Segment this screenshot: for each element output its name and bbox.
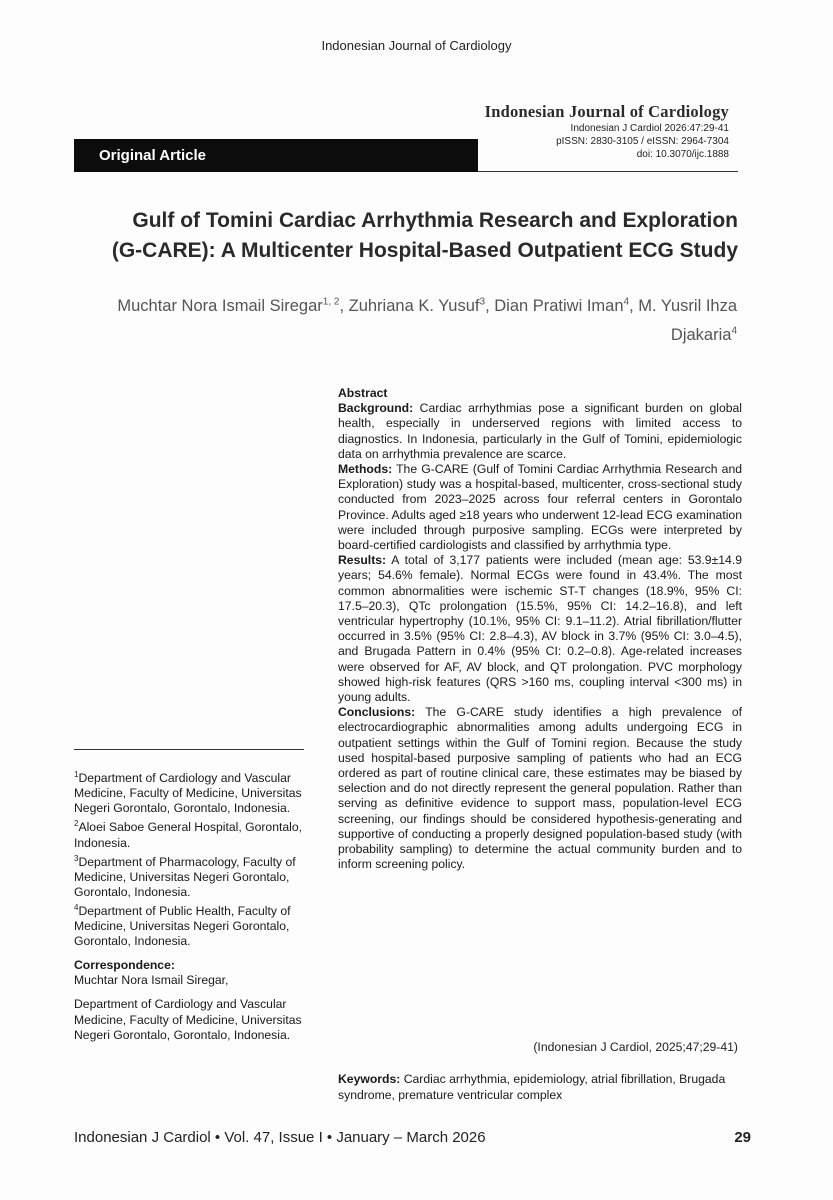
abstract-conclusions: Conclusions: The G-CARE study identifies a high prevalence of electrocardiographic abnormalities among adults undergoing ECG in outpatient settings within the Gulf of Tomini region. Because the study used hospital-based purposive sampling of patients who had an ECG ordered as part of routine clinical care, these estimates may be biased by selection and do not directly represent the general population. Rather than serving as definitive evidence to support mass, population-level ECG screening, our findings should be considered hypothesis-generating and supportive of conducting a properly designed population-based study (with probability sampling) to determine the actual community burden and to inform screening policy. bbox=[338, 705, 742, 872]
author-list bbox=[57, 289, 737, 348]
journal-info-block bbox=[485, 102, 729, 161]
article-citation: (Indonesian J Cardiol, 2025;47;29-41) bbox=[533, 1040, 738, 1054]
keywords-label: Keywords: bbox=[338, 1072, 401, 1086]
author: M. Yusril Ihza Djakaria$^4$ bbox=[638, 296, 737, 344]
abstract-background: Background: Cardiac arrhythmias pose a significant burden on global health, especially in underserved regions with limited access to diagnostics. In Indonesia, particularly in the Gulf of Tomini, epidemiologic data on arrhythmia prevalence are scarce. bbox=[338, 401, 742, 461]
author: Muchtar Nora Ismail Siregar$^{1, 2}$, bbox=[117, 296, 349, 315]
article-title-line-1: Gulf of Tomini Cardiac Arrhythmia Research and Exploration bbox=[132, 209, 738, 232]
article-title bbox=[98, 206, 738, 266]
keywords bbox=[338, 1071, 742, 1103]
journal-citation-line: Indonesian J Cardiol 2026:47:29-41 bbox=[570, 123, 729, 134]
affiliation: $^4$Department of Public Health, Faculty of Medicine, Universitas Negeri Gorontalo, Gorontalo, Indonesia. bbox=[74, 902, 291, 949]
affiliations-block bbox=[74, 767, 314, 1043]
keywords-text: Cardiac arrhythmia, epidemiology, atrial fibrillation, Brugada syndrome, premature ventricular complex bbox=[338, 1072, 726, 1102]
author: Zuhriana K. Yusuf$^3$, bbox=[348, 296, 495, 315]
affiliation: $^2$Aloei Saboe General Hospital, Gorontalo, Indonesia. bbox=[74, 819, 303, 850]
affiliation: $^3$Department of Pharmacology, Faculty of Medicine, Universitas Negeri Gorontalo, Gorontalo, Indonesia. bbox=[74, 853, 296, 899]
article-type-label: Original Article bbox=[99, 147, 206, 164]
correspondence-address: Department of Cardiology and Vascular Medicine, Faculty of Medicine, Universitas Negeri Gorontalo, Gorontalo, Indonesia. bbox=[74, 997, 302, 1042]
abstract-results: Results: A total of 3,177 patients were included (mean age: 53.9±14.9 years; 54.6% female). Normal ECGs were found in 43.4%. The most common abnormalities were ischemic ST-T changes (18.9%, 95% CI: 17.5–20.3), QTc prolongation (15.5%, 95% CI: 14.2–16.8), and left ventricular hypertrophy (10.1%, 95% CI: 9.1–11.2). Atrial fibrillation/flutter occurred in 3.5% (95% CI: 2.8–4.3), AV block in 3.7% (95% CI: 3.0–4.5), and Brugada Pattern in 0.4% (95% CI: 0.2–0.8). Age-related increases were observed for AF, AV block, and QT prolongation. PVC morphology showed high-risk features (QRS >160 ms, coupling interval <300 ms) in young adults. bbox=[338, 553, 742, 705]
abstract-methods: Methods: The G-CARE (Gulf of Tomini Cardiac Arrhythmia Research and Exploration) study was a hospital-based, multicenter, cross-sectional study conducted from 2023–2025 across four referral centers in Gorontalo Province. Adults aged ≥18 years who underwent 12-lead ECG examination were included through purposive sampling. ECGs were interpreted by board-certified cardiologists and classified by arrhythmia type. bbox=[338, 462, 743, 553]
article-type-banner bbox=[74, 139, 478, 172]
journal-issn-line: pISSN: 2830-3105 / eISSN: 2964-7304 bbox=[556, 136, 729, 147]
page-number: 29 bbox=[734, 1129, 751, 1146]
journal-name: Indonesian Journal of Cardiology bbox=[484, 102, 729, 121]
author: Dian Pratiwi Iman$^4$, bbox=[494, 296, 639, 315]
correspondence-name: Muchtar Nora Ismail Siregar, bbox=[74, 973, 229, 988]
article-title-line-2: (G-CARE): A Multicenter Hospital-Based Outpatient ECG Study bbox=[111, 239, 738, 262]
affiliation: $^1$Department of Cardiology and Vascular Medicine, Faculty of Medicine, Universitas Negeri Gorontalo, Gorontalo, Indonesia. bbox=[74, 770, 302, 816]
abstract-section bbox=[338, 386, 742, 873]
header-divider bbox=[478, 171, 738, 172]
footer-journal-issue: Indonesian J Cardiol • Vol. 47, Issue I • January – March 2026 bbox=[74, 1129, 486, 1146]
affiliation-divider bbox=[74, 749, 304, 750]
running-header: Indonesian Journal of Cardiology bbox=[321, 38, 512, 53]
correspondence-label: Correspondence: bbox=[74, 958, 175, 973]
journal-doi-line: doi: 10.3070/ijc.1888 bbox=[636, 149, 729, 160]
abstract-heading: Abstract bbox=[338, 386, 388, 400]
